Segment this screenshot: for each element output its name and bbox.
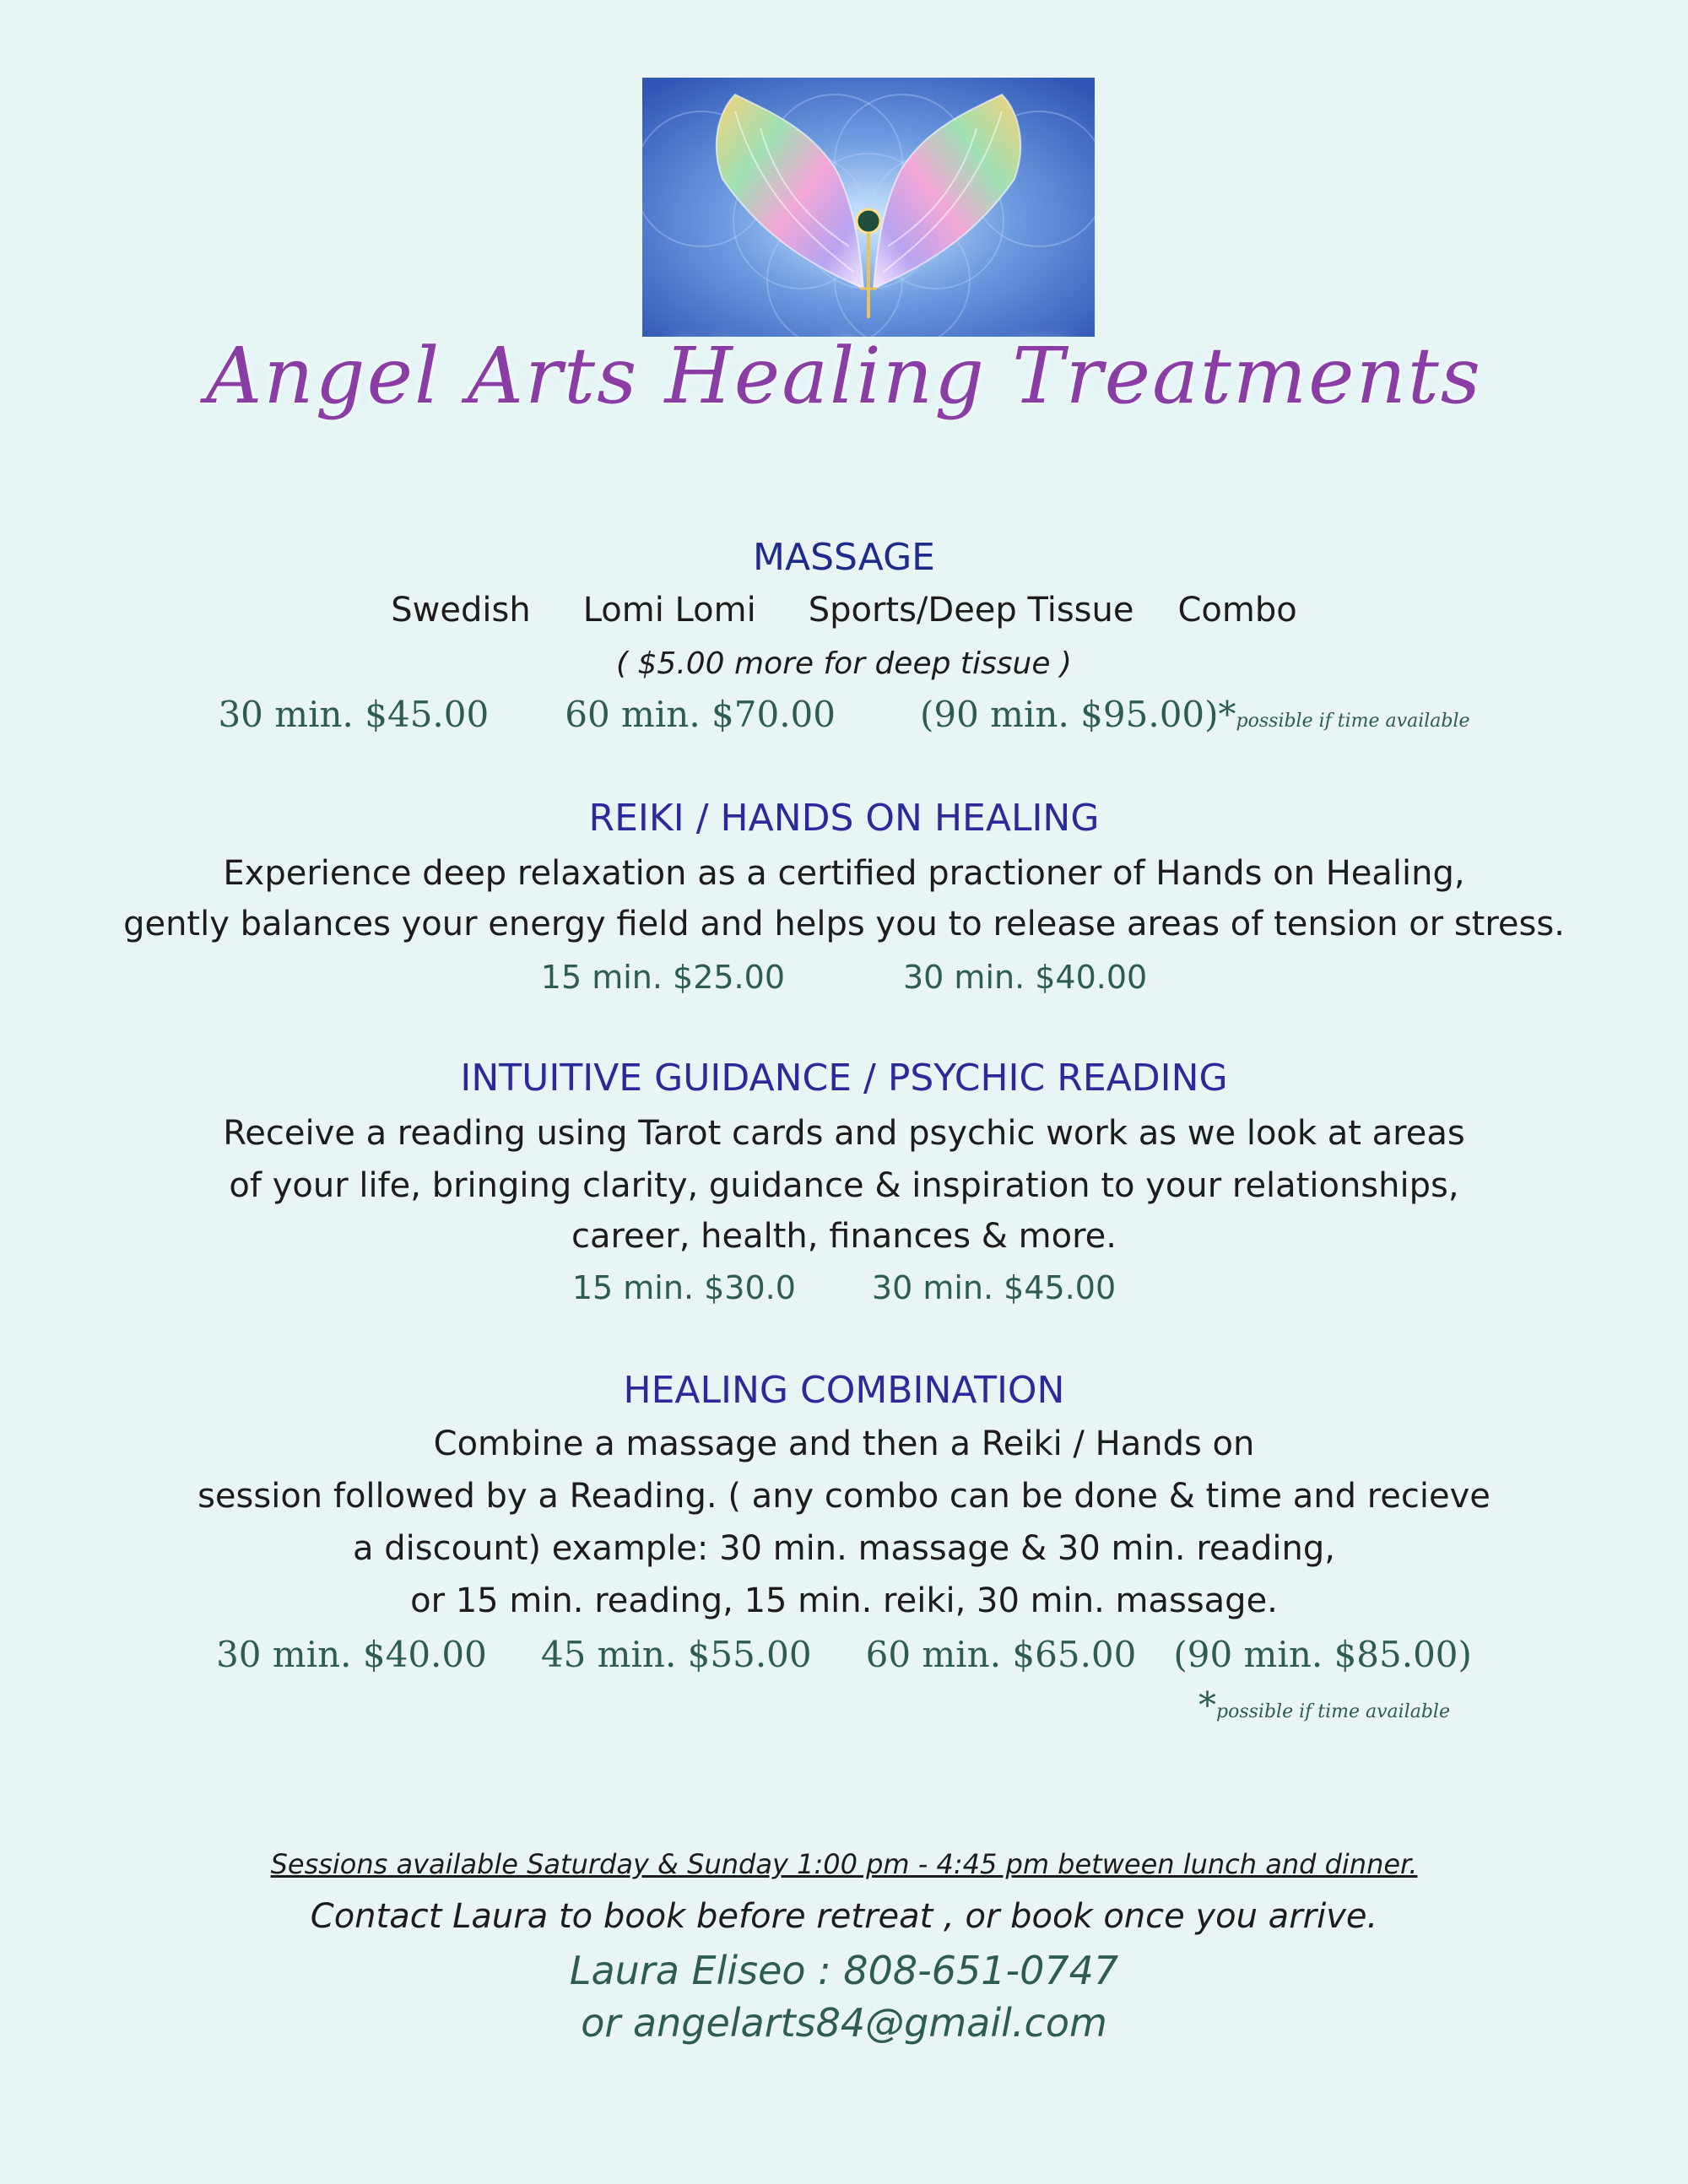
combination-description-line-1: Combine a massage and then a Reiki / Hands on [433, 1424, 1255, 1463]
combination-heading: HEALING COMBINATION [623, 1369, 1065, 1412]
combination-footnote: possible if time available [1216, 1701, 1450, 1722]
combination-prices [0, 1634, 1688, 1675]
massage-price-30: 30 min. $45.00 [218, 694, 490, 735]
massage-heading: MASSAGE [753, 536, 935, 579]
combination-price-45: 45 min. $55.00 [540, 1634, 812, 1675]
intuitive-prices [0, 1269, 1688, 1306]
massage-deep-tissue-note: ( $5.00 more for deep tissue ) [616, 646, 1072, 681]
combination-asterisk: * [1198, 1684, 1216, 1726]
combination-description-line-2: session followed by a Reading. ( any combo can be done & time and recieve [197, 1477, 1491, 1516]
combination-footnote-row [1198, 1684, 1450, 1726]
reiki-price-15: 15 min. $25.00 [540, 959, 785, 996]
intuitive-description-line-1: Receive a reading using Tarot cards and psychic work as we look at areas [223, 1114, 1465, 1153]
massage-type-lomi: Lomi Lomi [582, 591, 756, 630]
massage-types [0, 591, 1688, 630]
massage-type-swedish: Swedish [391, 591, 531, 630]
massage-asterisk: * [1218, 694, 1236, 735]
angel-wings-image [642, 78, 1095, 337]
intuitive-price-30: 30 min. $45.00 [871, 1269, 1117, 1306]
massage-type-combo: Combo [1177, 591, 1297, 630]
contact-email: or angelarts84@gmail.com [581, 2000, 1107, 2046]
page-title: Angel Arts Healing Treatments [205, 331, 1483, 421]
massage-prices [0, 694, 1688, 735]
reiki-heading: REIKI / HANDS ON HEALING [588, 797, 1100, 840]
massage-type-sports: Sports/Deep Tissue [808, 591, 1134, 630]
intuitive-description-line-2: of your life, bringing clarity, guidance & inspiration to your relationships, [229, 1166, 1459, 1205]
contact-instructions: Contact Laura to book before retreat , or book once you arrive. [310, 1897, 1378, 1936]
combination-description-line-4: or 15 min. reading, 15 min. reiki, 30 min. massage. [410, 1581, 1278, 1620]
sessions-availability: Sessions available Saturday & Sunday 1:00 pm - 4:45 pm between lunch and dinner. [270, 1848, 1418, 1880]
massage-price-60: 60 min. $70.00 [565, 694, 836, 735]
intuitive-description-line-3: career, health, finances & more. [571, 1217, 1117, 1256]
reiki-description-line-2: gently balances your energy field and helps you to release areas of tension or stress. [123, 905, 1565, 943]
intuitive-price-15: 15 min. $30.0 [571, 1269, 796, 1306]
reiki-description-line-1: Experience deep relaxation as a certified practioner of Hands on Healing, [223, 854, 1465, 893]
massage-footnote: possible if time available [1236, 711, 1470, 732]
combination-price-60: 60 min. $65.00 [865, 1634, 1137, 1675]
reiki-price-30: 30 min. $40.00 [903, 959, 1148, 996]
contact-phone: Laura Eliseo : 808-651-0747 [569, 1948, 1119, 1993]
massage-price-90: (90 min. $95.00) [919, 694, 1219, 735]
reiki-prices [0, 959, 1688, 996]
combination-price-30: 30 min. $40.00 [216, 1634, 487, 1675]
combination-price-90: (90 min. $85.00) [1173, 1634, 1472, 1675]
combination-description-line-3: a discount) example: 30 min. massage & 30 min. reading, [353, 1529, 1335, 1568]
intuitive-heading: INTUITIVE GUIDANCE / PSYCHIC READING [460, 1057, 1228, 1100]
